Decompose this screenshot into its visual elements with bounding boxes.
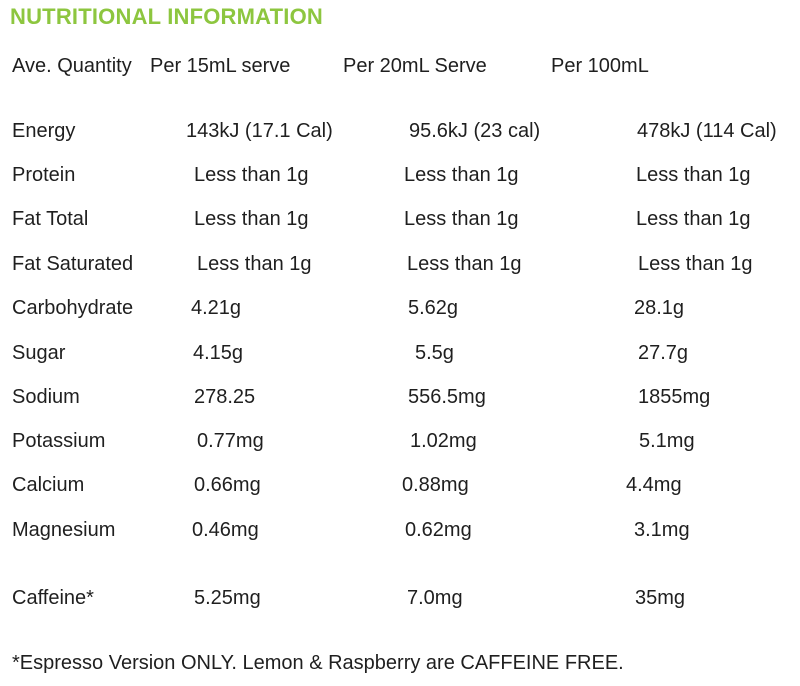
header-quantity: Ave. Quantity: [12, 55, 132, 77]
value-per-20ml: Less than 1g: [404, 208, 519, 230]
value-per-100ml: 28.1g: [634, 297, 685, 319]
value-per-100ml: 4.4mg: [626, 474, 682, 496]
table-row-magnesium: [0, 515, 800, 545]
header-per-15ml: Per 15mL serve: [150, 55, 291, 77]
caffeine-footnote: *Espresso Version ONLY. Lemon & Raspberry are CAFFEINE FREE.: [12, 652, 624, 674]
value-per-15ml: 4.15g: [193, 342, 244, 364]
table-row-potassium: [0, 426, 800, 456]
header-per-100ml: Per 100mL: [551, 55, 649, 77]
value-per-100ml: 5.1mg: [639, 430, 695, 452]
nutrient-name: Carbohydrate: [12, 297, 134, 319]
table-row-fat-saturated: [0, 249, 800, 279]
nutrient-name: Fat Saturated: [12, 253, 134, 275]
page-title: NUTRITIONAL INFORMATION: [10, 4, 323, 29]
value-per-20ml: 1.02mg: [410, 430, 477, 452]
nutrient-name: Magnesium: [12, 519, 116, 541]
value-per-15ml: Less than 1g: [194, 164, 309, 186]
value-per-15ml: 278.25: [194, 386, 256, 408]
value-per-15ml: 0.66mg: [194, 474, 261, 496]
value-per-15ml: 0.77mg: [197, 430, 264, 452]
value-per-100ml: Less than 1g: [636, 164, 751, 186]
value-per-20ml: 0.88mg: [402, 474, 469, 496]
value-per-100ml: 1855mg: [638, 386, 711, 408]
nutrient-name: Sugar: [12, 342, 66, 364]
value-per-20ml: 5.62g: [408, 297, 459, 319]
value-per-100ml: 3.1mg: [634, 519, 690, 541]
value-per-100ml: 27.7g: [638, 342, 689, 364]
value-per-20ml: 556.5mg: [408, 386, 486, 408]
table-row-sugar: [0, 338, 800, 368]
nutrient-name: Caffeine*: [12, 587, 94, 609]
table-row-energy: [0, 116, 800, 146]
header-per-20ml: Per 20mL Serve: [343, 55, 487, 77]
table-row-carbohydrate: [0, 293, 800, 323]
nutrient-name: Protein: [12, 164, 76, 186]
value-per-20ml: 5.5g: [415, 342, 454, 364]
value-per-100ml: Less than 1g: [638, 253, 753, 275]
value-per-15ml: Less than 1g: [197, 253, 312, 275]
value-per-20ml: Less than 1g: [407, 253, 522, 275]
table-row-sodium: [0, 382, 800, 412]
value-per-15ml: 0.46mg: [192, 519, 259, 541]
value-per-15ml: Less than 1g: [194, 208, 309, 230]
value-per-15ml: 5.25mg: [194, 587, 261, 609]
table-row-fat-total: [0, 204, 800, 234]
value-per-100ml: 35mg: [635, 587, 686, 609]
value-per-20ml: 7.0mg: [407, 587, 463, 609]
value-per-20ml: 0.62mg: [405, 519, 472, 541]
nutrient-name: Sodium: [12, 386, 80, 408]
value-per-100ml: Less than 1g: [636, 208, 751, 230]
nutrient-name: Fat Total: [12, 208, 89, 230]
table-row-calcium: [0, 470, 800, 500]
nutrient-name: Calcium: [12, 474, 85, 496]
value-per-100ml: 478kJ (114 Cal): [637, 120, 777, 142]
nutrient-name: Energy: [12, 120, 76, 142]
table-row-protein: [0, 160, 800, 190]
value-per-15ml: 143kJ (17.1 Cal): [186, 120, 333, 142]
value-per-15ml: 4.21g: [191, 297, 242, 319]
value-per-20ml: Less than 1g: [404, 164, 519, 186]
value-per-20ml: 95.6kJ (23 cal): [409, 120, 541, 142]
nutrient-name: Potassium: [12, 430, 106, 452]
table-row-caffeine: [0, 583, 800, 613]
